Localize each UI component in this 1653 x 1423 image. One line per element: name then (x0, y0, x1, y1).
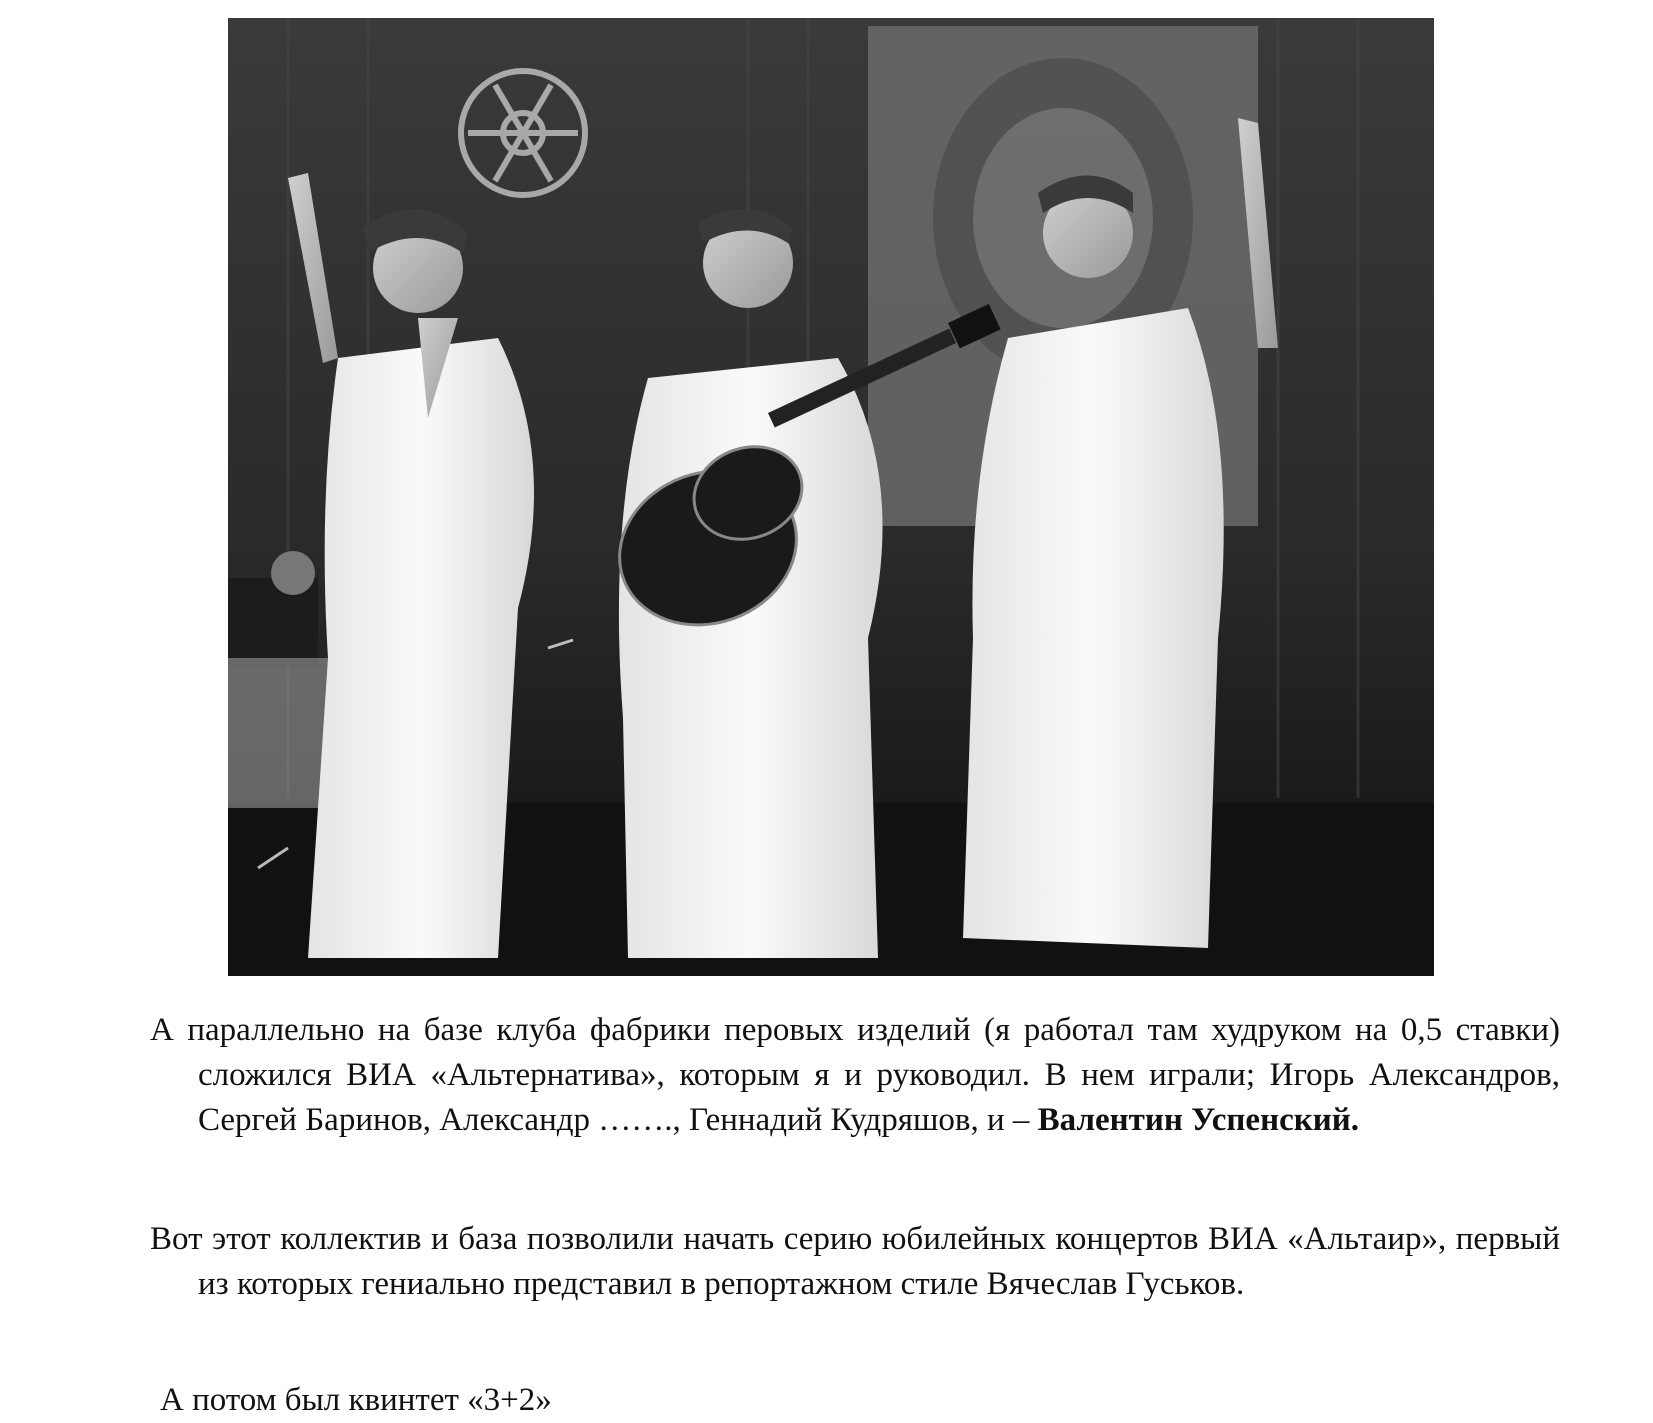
paragraph-via-alternativa (150, 1008, 1560, 1143)
paragraph-1-text: А параллельно на базе клуба фабрики перовых изделий (я работал там худруком на 0,5 ставки) сложился ВИА «Альтернатива», которым я и руководил. В нем играли; Игорь Александров, Сергей Баринов, Александр ……., Геннадий Кудряшов, и – (150, 1012, 1560, 1138)
stage-photo (228, 18, 1434, 976)
stage-photo-image (228, 18, 1434, 976)
paragraph-1-bold-name: Валентин Успенский. (1037, 1102, 1360, 1138)
paragraph-altair-concerts: Вот этот коллектив и база позволили начать серию юбилейных концертов ВИА «Альтаир», первый из которых гениально представил в репортажном стиле Вячеслав Гуськов. (150, 1221, 1560, 1302)
paragraph-quintet: А потом был квинтет «3+2» (160, 1382, 552, 1418)
